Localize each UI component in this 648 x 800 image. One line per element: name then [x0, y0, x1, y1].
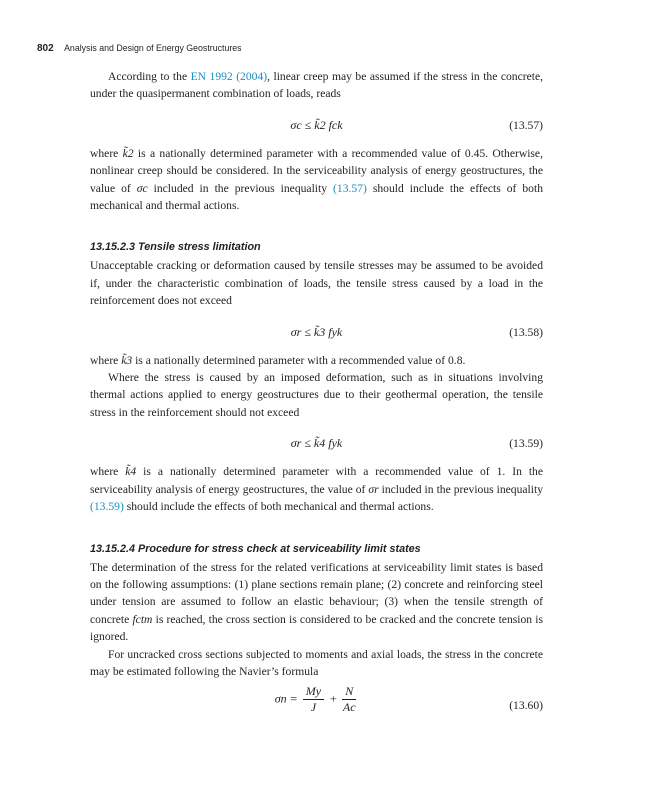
- text: should include the effects of both mechanical and thermal actions.: [90, 181, 543, 213]
- text: is reached, the cross section is considered to be cracked and the concrete tension is ignored.: [90, 612, 543, 644]
- paragraph: [90, 559, 543, 646]
- text: is a nationally determined parameter with a recommended value of 0.45. Otherwise, nonlinear creep should be considered. In the serviceability analysis of energy geostructures, the value of: [90, 146, 543, 195]
- text: where: [90, 146, 123, 160]
- symbol: k̃4: [125, 465, 137, 479]
- equation-formula: σr ≤ k̃3 fyk: [290, 324, 343, 339]
- text: where: [90, 465, 126, 479]
- paragraph: For uncracked cross sections subjected to moments and axial loads, the stress in the concrete may be estimated following the Navier’s formula: [90, 647, 543, 678]
- equation-lhs: σn =: [274, 691, 298, 706]
- equation-13-57: [90, 113, 543, 139]
- text: included in the previous inequality: [378, 482, 544, 496]
- equation-link[interactable]: (13.59): [90, 500, 124, 514]
- text: should include the effects of both mechanical and thermal actions.: [123, 500, 434, 514]
- paragraph: Where the stress is caused by an imposed deformation, such as in situations involving thermal actions applied to energy geostructures due to their geothermal operation, the tensile stress in the reinforcement should not exceed: [90, 371, 543, 419]
- paragraph: Unacceptable cracking or deformation caused by tensile stresses may be assumed to be avoided if, under the characteristic combination of loads, the tensile stress caused by a load in the reinforcement does not exceed: [90, 259, 543, 308]
- running-title: Analysis and Design of Energy Geostructures: [64, 43, 242, 53]
- equation-number: (13.60): [509, 699, 543, 713]
- text: , linear creep may be assumed if the stress in the concrete, under the quasipermanent combination of loads, reads: [90, 70, 544, 101]
- paragraph: [90, 145, 543, 215]
- equation-formula: σc ≤ k̃2 fck: [290, 117, 343, 132]
- text: is a nationally determined parameter with a recommended value of 1. In the serviceability analysis of energy geostructures, the value of: [90, 465, 543, 496]
- page-header: [37, 43, 242, 54]
- citation-link[interactable]: EN 1992 (2004): [190, 70, 268, 83]
- text: where: [90, 353, 122, 367]
- equation-formula: σr ≤ k̃4 fyk: [290, 436, 343, 451]
- equation-number: (13.58): [509, 325, 543, 339]
- paragraph: [90, 463, 543, 515]
- symbol: σr: [368, 482, 379, 496]
- text: The determination of the stress for the related verifications at serviceability limit states is based on the following assumptions: (1) plane sections remain plane; (2) concrete and reinforcing steel under tension are assumed to follow an elastic behaviour; (3) when the tensile strength of concrete: [90, 560, 543, 626]
- numerator: N: [342, 684, 356, 700]
- denominator: J: [310, 700, 317, 715]
- plus-sign: +: [329, 691, 338, 706]
- paragraph: [90, 352, 543, 369]
- text: included in the previous inequality: [147, 181, 334, 195]
- equation-formula: [90, 684, 543, 715]
- section-heading: 13.15.2.4 Procedure for stress check at serviceability limit states: [90, 542, 421, 555]
- equation-13-60: [90, 684, 543, 730]
- symbol: σc: [136, 181, 148, 195]
- equation-number: (13.57): [509, 118, 543, 132]
- symbol: k̃2: [122, 146, 134, 160]
- text: According to the: [108, 70, 191, 83]
- equation-link[interactable]: (13.57): [333, 181, 367, 195]
- denominator: Ac: [342, 700, 356, 715]
- symbol: k̃3: [121, 353, 133, 367]
- page-body: [90, 68, 543, 734]
- symbol: fctm: [132, 612, 153, 626]
- equation-13-58: [90, 320, 543, 346]
- numerator: My: [303, 684, 324, 700]
- section-heading: 13.15.2.3 Tensile stress limitation: [90, 241, 261, 254]
- equation-13-59: [90, 431, 543, 457]
- equation-number: (13.59): [509, 437, 543, 451]
- page-number: 802: [37, 43, 54, 54]
- fraction: [342, 684, 356, 715]
- fraction: [303, 684, 324, 715]
- text: is a nationally determined parameter with a recommended value of 0.8.: [132, 353, 466, 367]
- paragraph: [90, 68, 543, 103]
